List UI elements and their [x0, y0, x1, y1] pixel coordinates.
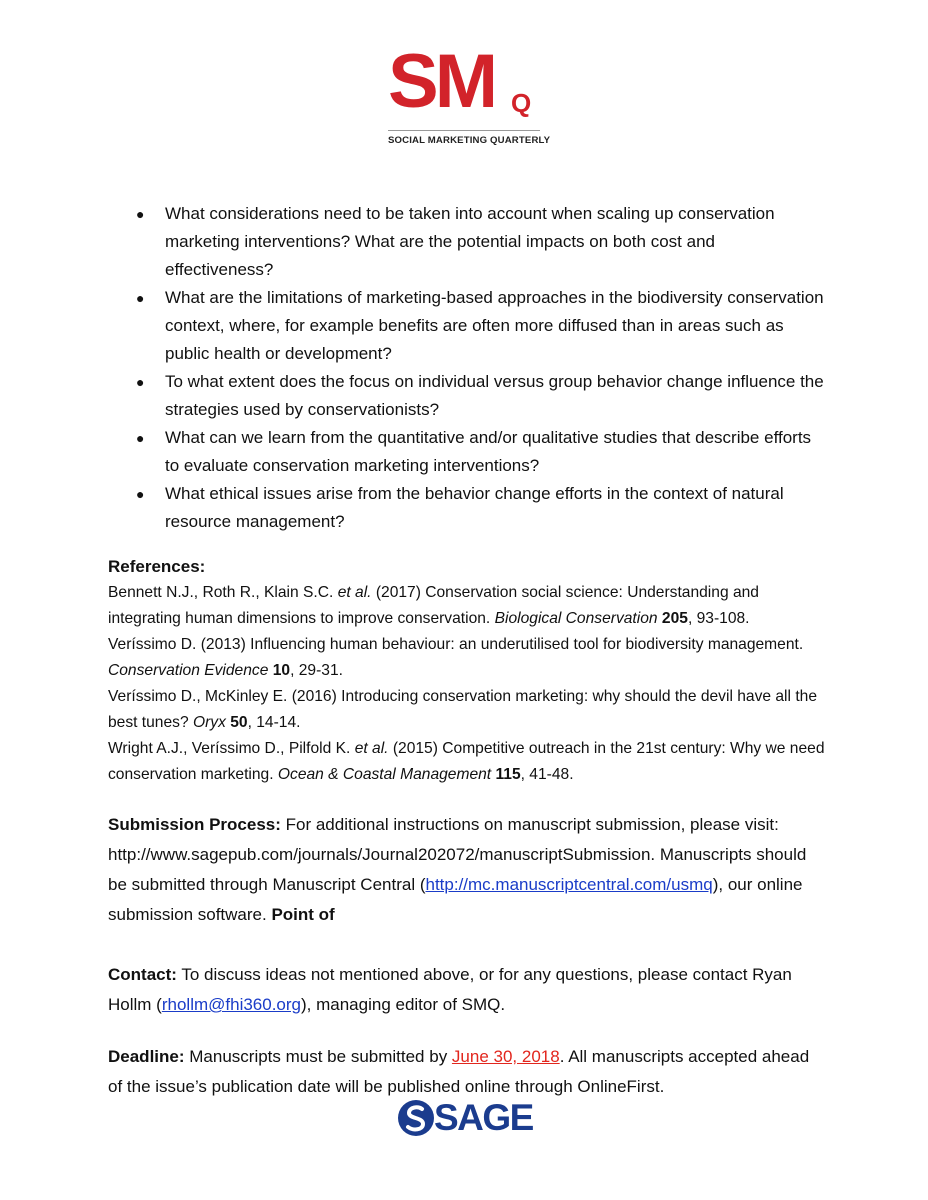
contact-label: Contact: [108, 965, 177, 984]
deadline-paragraph: Deadline: Manuscripts must be submitted by June 30, 2018. All manuscripts accepted ahead of the issue’s publication date will be published online through OnlineFirst. [108, 1047, 810, 1096]
bullet-icon: ● [136, 374, 145, 390]
spacer [108, 930, 828, 960]
submission-label: Submission Process: [108, 815, 281, 834]
sage-emblem-icon [396, 1098, 436, 1138]
smq-logo-rule [388, 130, 540, 131]
list-item [108, 424, 828, 480]
reference-item: Wright A.J., Veríssimo D., Pilfold K. et al. (2015) Competitive outreach in the 21st century: Why we need conservation marketing. Ocean & Coastal Management 115, 41-48. [108, 740, 825, 783]
deadline-label: Deadline: [108, 1047, 185, 1066]
bullet-icon: ● [136, 486, 145, 502]
submission-paragraph: Submission Process: For additional instructions on manuscript submission, please visit: http://www.sagepub.com/journals/Journal202072/manuscriptSubmission. Manuscripts should be submitted through Manuscript Central (http://mc.manuscriptcentral.com/usmq), our online submission software. Point of [108, 815, 807, 924]
list-item [108, 284, 828, 368]
reference-item: Veríssimo D., McKinley E. (2016) Introducing conservation marketing: why should the devil have all the best tunes? Oryx 50, 14-14. [108, 688, 817, 731]
deadline-date: June 30, 2018 [451, 1047, 560, 1066]
reference-item: Veríssimo D. (2013) Influencing human behaviour: an underutilised tool for biodiversity management. Conservation Evidence 10, 29-31. [108, 636, 804, 679]
list-item-text: To what extent does the focus on individual versus group behavior change influence the strategies used by conservationists? [165, 372, 824, 419]
list-item [108, 480, 828, 536]
list-item [108, 368, 828, 424]
list-item-text: What are the limitations of marketing-based approaches in the biodiversity conservation context, where, for example benefits are often more diffused than in areas such as public health or development? [165, 288, 824, 363]
list-item-text: What can we learn from the quantitative and/or qualitative studies that describe efforts to evaluate conservation marketing interventions? [165, 428, 812, 475]
references-heading: References: [108, 557, 206, 576]
editor-email-link[interactable]: rhollm@fhi360.org [161, 995, 301, 1014]
bullet-icon: ● [136, 430, 145, 446]
question-list [108, 200, 828, 536]
smq-logo [388, 39, 551, 150]
sage-logo [396, 1098, 534, 1142]
bullet-icon: ● [136, 206, 145, 222]
bullet-icon: ● [136, 290, 145, 306]
sage-logo-text: SAGE [434, 1097, 533, 1138]
list-item [108, 200, 828, 284]
list-item-text: What considerations need to be taken into account when scaling up conservation marketing interventions? What are the potential impacts on both cost and effectiveness? [165, 204, 775, 279]
smq-logo-letters: SM [388, 39, 494, 124]
manuscript-central-link[interactable]: http://mc.manuscriptcentral.com/usmq [425, 875, 713, 894]
contact-paragraph: Contact: To discuss ideas not mentioned above, or for any questions, please contact Ryan Hollm (rhollm@fhi360.org), managing editor of SMQ. [108, 965, 792, 1014]
main-content [108, 200, 828, 1102]
smq-logo-q: Q [511, 88, 532, 118]
reference-item: Bennett N.J., Roth R., Klain S.C. et al. (2017) Conservation social science: Understanding and integrating human dimensions to improve conservation. Biological Conservation 205, 93-108. [108, 584, 759, 627]
smq-logo-tagline: SOCIAL MARKETING QUARTERLY [388, 135, 551, 146]
list-item-text: What ethical issues arise from the behavior change efforts in the context of natural resource management? [165, 484, 784, 531]
